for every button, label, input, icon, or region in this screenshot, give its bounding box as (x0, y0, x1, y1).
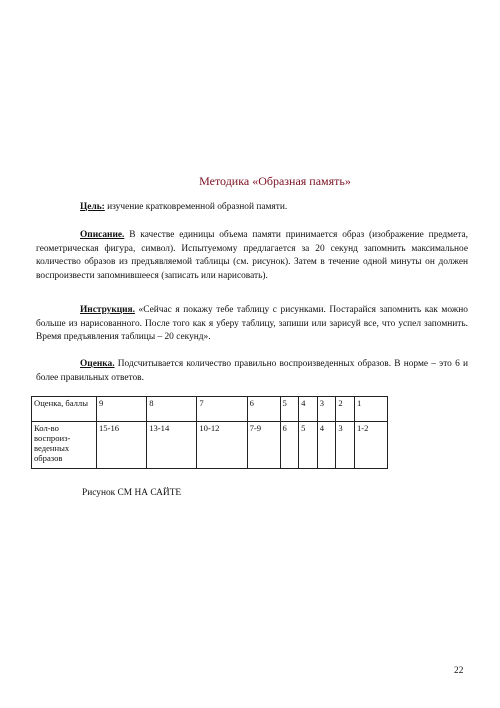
goal-paragraph (36, 201, 468, 215)
table-cell: 4 (299, 397, 318, 422)
goal-label: Цель: (80, 202, 105, 212)
table-cell: 15-16 (97, 422, 147, 469)
table-cell: 3 (317, 397, 336, 422)
instruction-label: Инструкция. (80, 305, 135, 315)
instruction-text: «Сейчас я покажу тебе таблицу с рисунками. Постарайся запомнить как можно больше из нарисованного. После того как я уберу таблицу, запиши или зарисуй все, что успел запомнить. Время предъявления таблицы – 20 секунд». (36, 305, 468, 343)
table-cell: 6 (247, 397, 280, 422)
table-row (32, 422, 388, 469)
description-text: В качестве единицы объема памяти принимается образ (изображение предмета, геометрическая фигура, символ). Испытуемому предлагается за 20 секунд запомнить максимальное количество образов из предъявляемой таблицы (см. рисунок). Затем в течение одной минуты он должен воспроизвести запомнившееся (записать или нарисовать). (36, 230, 468, 281)
goal-text: изучение кратковременной образной памяти. (104, 202, 288, 212)
table-row-header: Кол-во воспроиз-веденных образов (32, 422, 97, 469)
table-cell: 9 (97, 397, 147, 422)
table-row-header: Оценка, баллы (32, 397, 97, 422)
table-cell: 4 (317, 422, 336, 469)
scoring-label: Оценка. (80, 359, 115, 369)
figure-note: Рисунок СМ НА САЙТЕ (82, 488, 182, 498)
instruction-paragraph (36, 304, 468, 345)
table-cell: 8 (147, 397, 197, 422)
table-cell: 13-14 (147, 422, 197, 469)
table-cell: 10-12 (197, 422, 247, 469)
table-cell: 1-2 (354, 422, 387, 469)
page-number: 22 (454, 666, 464, 676)
table-cell: 2 (336, 397, 355, 422)
table-cell: 7 (197, 397, 247, 422)
table-cell: 1 (354, 397, 387, 422)
table-cell: 3 (336, 422, 355, 469)
table-row (32, 397, 388, 422)
table-cell: 7-9 (247, 422, 280, 469)
table-cell: 5 (280, 397, 299, 422)
table-cell: 6 (280, 422, 299, 469)
description-paragraph (36, 229, 468, 283)
scoring-text: Подсчитывается количество правильно воспроизведенных образов. В норме – это 6 и более правильных ответов. (36, 359, 468, 383)
table-cell: 5 (299, 422, 318, 469)
description-label: Описание. (80, 230, 125, 240)
page-title: Методика «Образная память» (199, 174, 351, 188)
scoring-paragraph (36, 358, 468, 385)
scoring-table (31, 396, 388, 469)
